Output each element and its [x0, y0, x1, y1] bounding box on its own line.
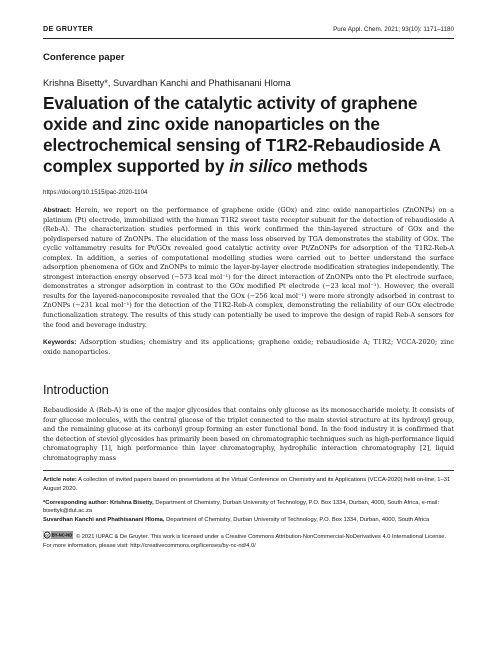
- abstract-text: Herein, we report on the performance of graphene oxide (GOx) and zinc oxide nanoparticles (ZnONPs) on a platinum (Pt) electrode, immobilized with the human T1R2 sweet taste receptor subunit for the detection of rebaudioside A (Reb-A). The characterization studies performed in this work confirmed the thin-layered structure of GOx and the polydispersed nature of ZnONPs. The elucidation of the mass loss observed by TGA demonstrates the stability of GOx. The cyclic voltammetry results for Pt/GOx revealed good catalytic activity over Pt/ZnONPs for adsorption of the T1R2-Reb-A complex. In addition, a series of computational modelling studies were carried out to better understand the surface adsorption phenomena of GOx and ZnONPs to mimic the layer-by-layer electrode modification strategies independently. The strongest interaction energy observed (−573 kcal mol⁻¹) for the direct interaction of ZnONPs onto the Pt electrode surface, demonstrates a stronger adsorption in contrast to the GOx modified Pt electrode (−23 kcal mol⁻¹). However, the overall results for the layered-nanocomposite revealed that the GOx (−256 kcal mol⁻¹) were more strongly adsorbed in contrast to ZnONPs (−231 kcal mol⁻¹) for the detection of the T1R2-Reb-A complex, demonstrating the reliability of our GOx electrode functionalization strategy. The results of this study can potentially be used to improve the design of rapid Reb-A sensors for the food and beverage industry.: [43, 206, 455, 329]
- keywords-text: Adsorption studies; chemistry and its applications; graphene oxide; rebaudioside A; T1R2; VCCA-2020; zinc oxide nanoparticles.: [43, 338, 454, 356]
- journal-reference: Pure Appl. Chem. 2021; 93(10): 1171–1180: [333, 26, 454, 33]
- article-note: [43, 476, 454, 493]
- author-list: Krishna Bisetty*, Suvardhan Kanchi and Phathisanani Hloma: [43, 78, 291, 88]
- paper-title: [43, 93, 454, 177]
- cc-license-badge[interactable]: [43, 531, 73, 539]
- coauthors-text: Department of Chemistry, Durban University of Technology, P.O. Box 1334, Durban, 4000, South Africa: [166, 516, 430, 523]
- introduction-paragraph: Rebaudioside A (Reb-A) is one of the major glycosides that contains only glucose as its monosaccharide moiety. It consists of four glucose molecules, with the central glucose of the triplet connected to the main steviol structure at its hydroxyl group, and the remaining glucose at its carbonyl group forming an ester functional bond. In the food industry it is confirmed that the detection of steviol glycosides has primarily been based on chromatographic techniques such as high-performance liquid chromatography [1], high performance thin layer chromatography, hydrophilic interaction chromatography [2], liquid chromatography mass: [43, 406, 454, 462]
- abstract-label: Abstract:: [43, 207, 72, 214]
- footnote-rule: [43, 470, 454, 471]
- title-italic: in silico: [229, 156, 293, 176]
- cc-icon: [43, 531, 73, 539]
- doi-link[interactable]: https://doi.org/10.1515/pac-2020-1104: [43, 189, 148, 196]
- article-note-text: A collection of invited papers based on presentations at the Virtual Conference on Chemistry and its Applications (VCCA-2020) held on-line, 1–31 August 2020.: [43, 477, 451, 493]
- keywords: [43, 338, 454, 357]
- svg-text:cc: cc: [45, 533, 50, 538]
- section-heading-introduction: Introduction: [43, 383, 109, 398]
- keywords-label: Keywords:: [43, 339, 77, 347]
- publisher-name: DE GRUYTER: [43, 24, 94, 33]
- corresponding-author-text: Department of Chemistry, Durban University of Technology, P.O. Box 1334, Durban, 4000, South Africa, e-mail: bisettyk@dut.ac.za: [43, 499, 440, 515]
- paper-type: Conference paper: [43, 52, 125, 63]
- cc-badge-text: BY-NC-ND: [51, 533, 73, 539]
- title-main: Evaluation of the catalytic activity of graphene oxide and zinc oxide nanoparticles on the electrochemical sensing of T1R2-Rebaudioside A complex supported by: [43, 93, 441, 176]
- title-tail: methods: [296, 156, 368, 176]
- abstract: [43, 206, 454, 330]
- corresponding-author-label: *Corresponding author: Krishna Bisetty,: [43, 499, 154, 506]
- paper-page: [43, 24, 454, 550]
- corresponding-author-note: [43, 499, 454, 525]
- article-note-label: Article note:: [43, 477, 77, 484]
- header-rule: [43, 38, 454, 39]
- coauthors-label: Suvardhan Kanchi and Phathisanani Hloma,: [43, 516, 165, 523]
- running-header: [43, 24, 454, 33]
- license-note: [43, 531, 454, 550]
- license-text: © 2021 IUPAC & De Gruyter. This work is licensed under a Creative Commons Attribution-NonCommercial-NoDerivatives 4.0 International License. For more information, please visit: http://creativecommons.org/licenses/by-nc-nd/4.0/: [43, 534, 447, 549]
